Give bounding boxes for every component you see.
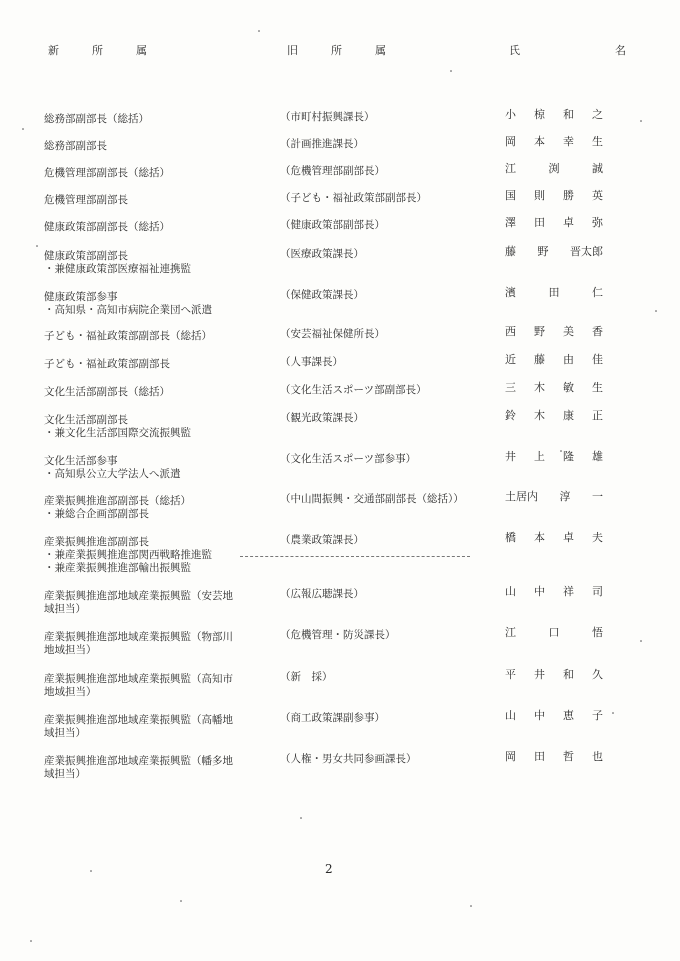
scan-speck	[36, 245, 38, 247]
name-char: 淳	[559, 490, 571, 503]
row-new-post	[44, 358, 170, 371]
name-char: 西	[505, 325, 516, 338]
name-char: 山	[505, 709, 516, 722]
name-char: 土居内	[505, 490, 538, 503]
row-old-post: （危機管理・防災課長）	[280, 629, 396, 641]
row-new-post	[44, 590, 233, 616]
new-post-text: 産業振興推進部地域産業振興監（幡多地	[44, 755, 233, 767]
new-post-subline: ・兼産業振興推進部関西戦略推進監	[44, 549, 212, 561]
name-char: 三	[505, 381, 516, 394]
row-person-name	[505, 162, 603, 175]
name-char: 悟	[592, 626, 603, 639]
new-post-subline: 地域担当）	[44, 686, 97, 698]
new-post-text: 産業振興推進部地域産業振興監（高知市	[44, 673, 233, 685]
name-char: 本	[534, 531, 545, 544]
name-char: 子	[592, 709, 603, 722]
name-char: 之	[592, 108, 603, 121]
name-char: 雄	[592, 450, 603, 463]
new-post-subline: ・兼総合企画部副部長	[44, 508, 149, 520]
name-char: 敏	[563, 381, 574, 394]
scan-speck	[258, 30, 260, 32]
row-person-name	[505, 135, 603, 148]
name-char: 卓	[563, 531, 574, 544]
name-char: 井	[505, 450, 516, 463]
name-char: 上	[534, 450, 545, 463]
name-char: 恵	[563, 709, 574, 722]
name-char: 江	[505, 626, 516, 639]
new-post-subline: 域担当）	[44, 768, 86, 780]
name-char: 岡	[505, 135, 516, 148]
name-char: 山	[505, 585, 516, 598]
name-char: 英	[592, 189, 603, 202]
new-post-text: 産業振興推進部地域産業振興監（高幡地	[44, 714, 233, 726]
page-number: 2	[325, 862, 333, 876]
name-char: 美	[563, 325, 574, 338]
row-old-post: （新 採）	[280, 671, 333, 683]
row-new-post	[44, 714, 233, 740]
name-char: 生	[592, 381, 603, 394]
name-char: 野	[537, 245, 549, 258]
row-new-post	[44, 414, 191, 440]
new-post-text: 総務部副部長	[44, 140, 107, 152]
name-char: 岡	[505, 750, 516, 763]
name-char: 国	[505, 189, 516, 202]
row-new-post	[44, 167, 170, 180]
row-person-name	[505, 531, 603, 544]
name-char: 誠	[592, 162, 603, 175]
name-char: 幸	[563, 135, 574, 148]
name-char: 澤	[505, 216, 516, 229]
new-post-text: 健康政策部副部長	[44, 250, 128, 262]
name-char: 生	[592, 135, 603, 148]
new-post-subline: 域担当）	[44, 603, 86, 615]
row-old-post: （保健政策課長）	[280, 289, 364, 301]
name-char: 井	[534, 668, 545, 681]
row-new-post	[44, 291, 212, 317]
row-new-post	[44, 140, 107, 153]
row-person-name	[505, 245, 603, 258]
new-post-subline: ・高知県・高知市病院企業団へ派遣	[44, 304, 212, 316]
name-char: 田	[534, 216, 545, 229]
name-char: 晋太郎	[570, 245, 603, 258]
name-char: 椋	[534, 108, 545, 121]
new-post-text: 総務部副部長（総括）	[44, 113, 149, 125]
row-old-post: （広報広聴課長）	[280, 588, 364, 600]
separator-line	[240, 556, 470, 557]
name-char: 司	[592, 585, 603, 598]
scan-speck	[300, 817, 302, 819]
row-person-name	[505, 626, 603, 639]
new-post-subline: 地域担当）	[44, 644, 97, 656]
name-char: 小	[505, 108, 516, 121]
name-char: 江	[505, 162, 516, 175]
row-old-post: （商工政策課副参事）	[280, 712, 385, 724]
header-old-post: 旧 所 属	[287, 44, 397, 57]
header-new-post: 新 所 属	[48, 44, 158, 57]
scan-speck	[470, 905, 472, 907]
name-char: 弥	[592, 216, 603, 229]
name-char: 渕	[548, 162, 560, 175]
new-post-text: 文化生活部副部長	[44, 414, 128, 426]
name-char: 野	[534, 325, 545, 338]
name-char: 正	[592, 409, 603, 422]
new-post-text: 危機管理部副部長（総括）	[44, 167, 170, 179]
row-old-post: （農業政策課長）	[280, 534, 364, 546]
scan-speck	[180, 900, 182, 902]
scan-speck	[560, 450, 562, 452]
row-old-post: （健康政策部副部長）	[280, 219, 385, 231]
new-post-text: 子ども・福祉政策部副部長（総括）	[44, 330, 212, 342]
new-post-text: 健康政策部副部長（総括）	[44, 221, 170, 233]
row-new-post	[44, 631, 233, 657]
row-new-post	[44, 113, 149, 126]
row-new-post	[44, 536, 212, 575]
row-new-post	[44, 194, 128, 207]
row-old-post: （市町村振興課長）	[280, 111, 375, 123]
row-person-name	[505, 668, 603, 681]
name-char: 和	[563, 668, 574, 681]
row-new-post	[44, 755, 233, 781]
row-new-post	[44, 221, 170, 234]
name-char: 濱	[505, 286, 516, 299]
name-char: 中	[534, 709, 545, 722]
name-char: 康	[563, 409, 574, 422]
row-new-post	[44, 455, 181, 481]
scan-speck	[22, 128, 24, 130]
name-char: 卓	[563, 216, 574, 229]
name-char: 本	[534, 135, 545, 148]
scan-speck	[450, 70, 452, 72]
row-old-post: （安芸福祉保健所長）	[280, 328, 385, 340]
row-person-name	[505, 325, 603, 338]
row-old-post: （文化生活スポーツ部参事）	[280, 453, 417, 465]
row-old-post: （観光政策課長）	[280, 412, 364, 424]
row-person-name	[505, 490, 603, 503]
scan-speck	[640, 640, 642, 642]
new-post-text: 産業振興推進部副部長	[44, 536, 149, 548]
row-person-name	[505, 709, 603, 722]
new-post-text: 文化生活部副部長（総括）	[44, 386, 170, 398]
scan-speck	[30, 940, 32, 942]
name-char: 勝	[563, 189, 574, 202]
new-post-subline: ・兼健康政策部医療福祉連携監	[44, 263, 191, 275]
row-old-post: （人事課長）	[280, 356, 343, 368]
new-post-subline: ・兼産業振興推進部輸出振興監	[44, 562, 191, 574]
row-old-post: （危機管理部副部長）	[280, 165, 385, 177]
scan-speck	[655, 310, 657, 312]
name-char: 藤	[505, 245, 516, 258]
new-post-text: 危機管理部副部長	[44, 194, 128, 206]
name-char: 由	[563, 353, 574, 366]
name-char: 藤	[534, 353, 545, 366]
new-post-text: 産業振興推進部地域産業振興監（物部川	[44, 631, 233, 643]
row-new-post	[44, 495, 191, 521]
new-post-text: 子ども・福祉政策部副部長	[44, 358, 170, 370]
row-new-post	[44, 673, 233, 699]
name-char: 香	[592, 325, 603, 338]
name-char: 夫	[592, 531, 603, 544]
row-person-name	[505, 189, 603, 202]
name-char: 祥	[563, 585, 574, 598]
row-person-name	[505, 108, 603, 121]
name-char: 田	[548, 286, 560, 299]
name-char: 和	[563, 108, 574, 121]
name-char: 橋	[505, 531, 516, 544]
row-person-name	[505, 409, 603, 422]
name-char: 近	[505, 353, 516, 366]
scan-speck	[640, 120, 642, 122]
row-person-name	[505, 450, 603, 463]
name-char: 也	[592, 750, 603, 763]
header-name: 氏 名	[509, 44, 668, 57]
row-new-post	[44, 386, 170, 399]
name-char: 口	[548, 626, 560, 639]
new-post-text: 健康政策部参事	[44, 291, 118, 303]
new-post-subline: ・高知県公立大学法人へ派遣	[44, 468, 181, 480]
name-char: 中	[534, 585, 545, 598]
row-person-name	[505, 353, 603, 366]
name-char: 佳	[592, 353, 603, 366]
row-old-post: （医療政策課長）	[280, 248, 364, 260]
row-new-post	[44, 330, 212, 343]
name-char: 鈴	[505, 409, 516, 422]
name-char: 隆	[563, 450, 574, 463]
row-person-name	[505, 381, 603, 394]
new-post-text: 文化生活部参事	[44, 455, 118, 467]
row-person-name	[505, 585, 603, 598]
row-old-post: （計画推進課長）	[280, 138, 364, 150]
name-char: 久	[592, 668, 603, 681]
new-post-text: 産業振興推進部副部長（総括）	[44, 495, 191, 507]
name-char: 哲	[563, 750, 574, 763]
name-char: 木	[534, 409, 545, 422]
new-post-text: 産業振興推進部地域産業振興監（安芸地	[44, 590, 233, 602]
new-post-subline: 域担当）	[44, 727, 86, 739]
row-old-post: （中山間振興・交通部副部長（総括））	[280, 493, 464, 505]
row-old-post: （子ども・福祉政策部副部長）	[280, 192, 427, 204]
row-old-post: （人権・男女共同参画課長）	[280, 753, 417, 765]
name-char: 則	[534, 189, 545, 202]
row-old-post: （文化生活スポーツ部副部長）	[280, 384, 427, 396]
new-post-subline: ・兼文化生活部国際交流振興監	[44, 427, 191, 439]
row-person-name	[505, 286, 603, 299]
scan-speck	[90, 870, 92, 872]
name-char: 平	[505, 668, 516, 681]
name-char: 田	[534, 750, 545, 763]
name-char: 木	[534, 381, 545, 394]
name-char: 一	[592, 490, 603, 503]
name-char: 仁	[592, 286, 603, 299]
scan-speck	[612, 712, 614, 714]
row-new-post	[44, 250, 191, 276]
row-person-name	[505, 216, 603, 229]
row-person-name	[505, 750, 603, 763]
